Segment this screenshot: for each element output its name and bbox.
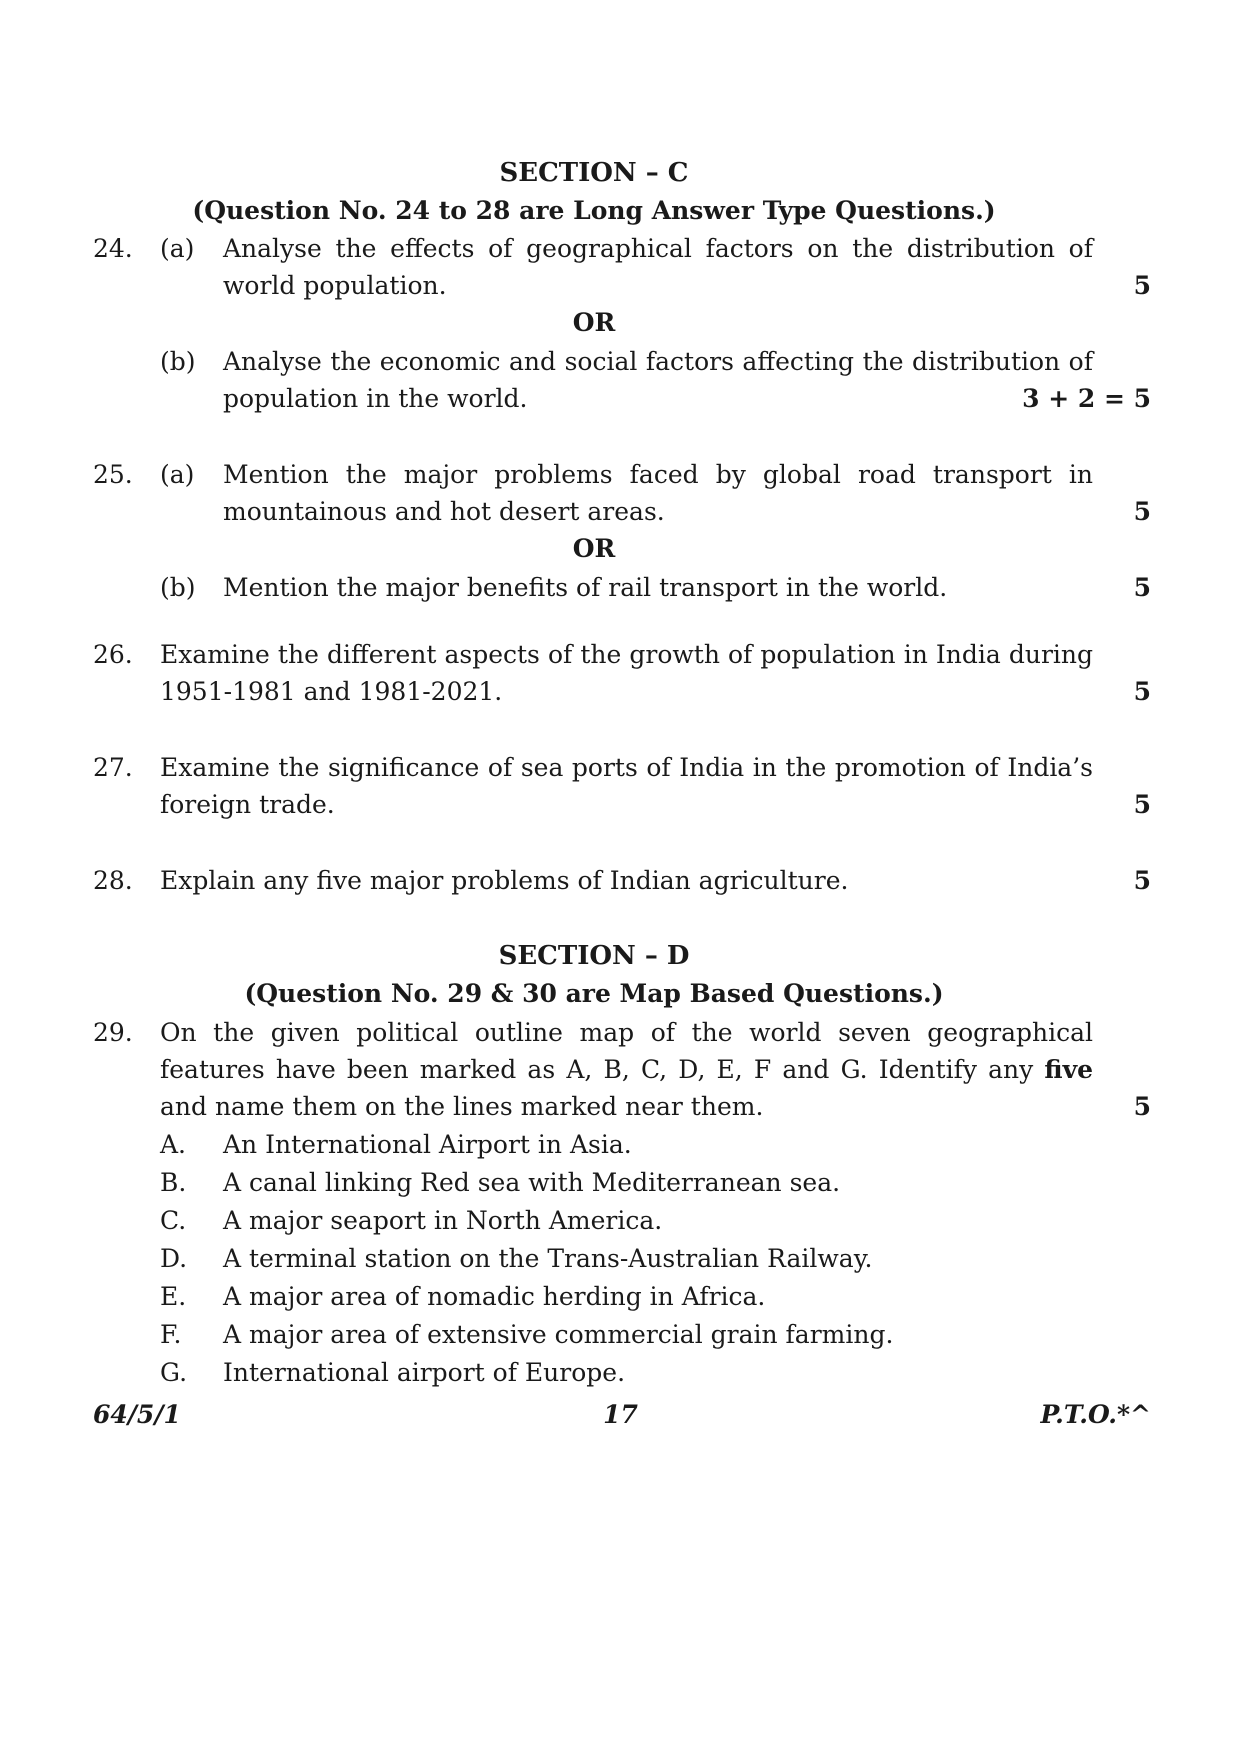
question-number-27: 27.	[93, 753, 133, 782]
q26-line2: 1951-1981 and 1981-2021.	[160, 677, 503, 706]
q27-line1: Examine the significance of sea ports of India in the promotion of India’s	[160, 753, 1093, 782]
q24-a-line1: Analyse the effects of geographical factors on the distribution of	[223, 234, 1093, 263]
q29-option-label: B.	[160, 1168, 187, 1197]
q24-option-b-label: (b)	[160, 347, 196, 376]
q29-line2-text: features have been marked as A, B, C, D, E, F and G. Identify any	[160, 1055, 1034, 1084]
q29-option-label: D.	[160, 1244, 188, 1273]
section-c-subtitle: (Question No. 24 to 28 are Long Answer Type Questions.)	[192, 196, 996, 225]
q29-option-text: International airport of Europe.	[223, 1358, 626, 1387]
q25-a-marks: 5	[1133, 497, 1151, 526]
q27-line2: foreign trade.	[160, 790, 335, 819]
question-number-25: 25.	[93, 460, 133, 489]
page-number: 17	[603, 1400, 638, 1429]
q29-option-label: E.	[160, 1282, 187, 1311]
q24-b-line2: population in the world.	[223, 384, 528, 413]
q28-marks: 5	[1133, 866, 1151, 895]
q29-line1: On the given political outline map of the world seven geographical	[160, 1018, 1093, 1047]
q26-marks: 5	[1133, 677, 1151, 706]
q25-a-line1: Mention the major problems faced by global road transport in	[223, 460, 1093, 489]
pto-label: P.T.O.*^	[1040, 1400, 1151, 1429]
q24-a-marks: 5	[1133, 271, 1151, 300]
q29-option-label: F.	[160, 1320, 182, 1349]
q29-marks: 5	[1133, 1092, 1151, 1121]
q27-marks: 5	[1133, 790, 1151, 819]
q29-line3: and name them on the lines marked near them.	[160, 1092, 764, 1121]
q24-b-marks: 3 + 2 = 5	[1022, 384, 1151, 413]
q25-b-line1: Mention the major benefits of rail transport in the world.	[223, 573, 948, 602]
q24-a-line2: world population.	[223, 271, 447, 300]
section-d-title: SECTION – D	[498, 941, 690, 971]
question-number-28: 28.	[93, 866, 133, 895]
q29-option-text: An International Airport in Asia.	[223, 1130, 632, 1159]
q25-a-line2: mountainous and hot desert areas.	[223, 497, 665, 526]
q29-option-label: C.	[160, 1206, 187, 1235]
q29-option-label: A.	[160, 1130, 187, 1159]
q24-or: OR	[572, 308, 616, 337]
paper-code: 64/5/1	[93, 1400, 181, 1429]
section-d-subtitle: (Question No. 29 & 30 are Map Based Questions.)	[244, 979, 944, 1008]
q29-option-text: A major area of nomadic herding in Africa.	[223, 1282, 766, 1311]
q26-line1: Examine the different aspects of the growth of population in India during	[160, 640, 1093, 669]
q25-b-marks: 5	[1133, 573, 1151, 602]
q29-line2	[160, 1055, 1093, 1084]
q29-line2-bold: five	[1044, 1055, 1094, 1084]
q25-option-b-label: (b)	[160, 573, 196, 602]
section-c-title: SECTION – C	[499, 158, 689, 188]
q29-option-text: A canal linking Red sea with Mediterranean sea.	[223, 1168, 841, 1197]
q29-option-text: A major seaport in North America.	[223, 1206, 663, 1235]
q29-option-text: A major area of extensive commercial grain farming.	[223, 1320, 894, 1349]
q28-line1: Explain any five major problems of Indian agriculture.	[160, 866, 849, 895]
question-number-26: 26.	[93, 640, 133, 669]
q24-b-line1: Analyse the economic and social factors affecting the distribution of	[223, 347, 1093, 376]
q29-option-text: A terminal station on the Trans-Australian Railway.	[223, 1244, 873, 1273]
question-number-29: 29.	[93, 1018, 133, 1047]
q25-option-a-label: (a)	[160, 460, 195, 489]
q25-or: OR	[572, 534, 616, 563]
q29-option-label: G.	[160, 1358, 188, 1387]
q24-option-a-label: (a)	[160, 234, 195, 263]
question-number-24: 24.	[93, 234, 133, 263]
